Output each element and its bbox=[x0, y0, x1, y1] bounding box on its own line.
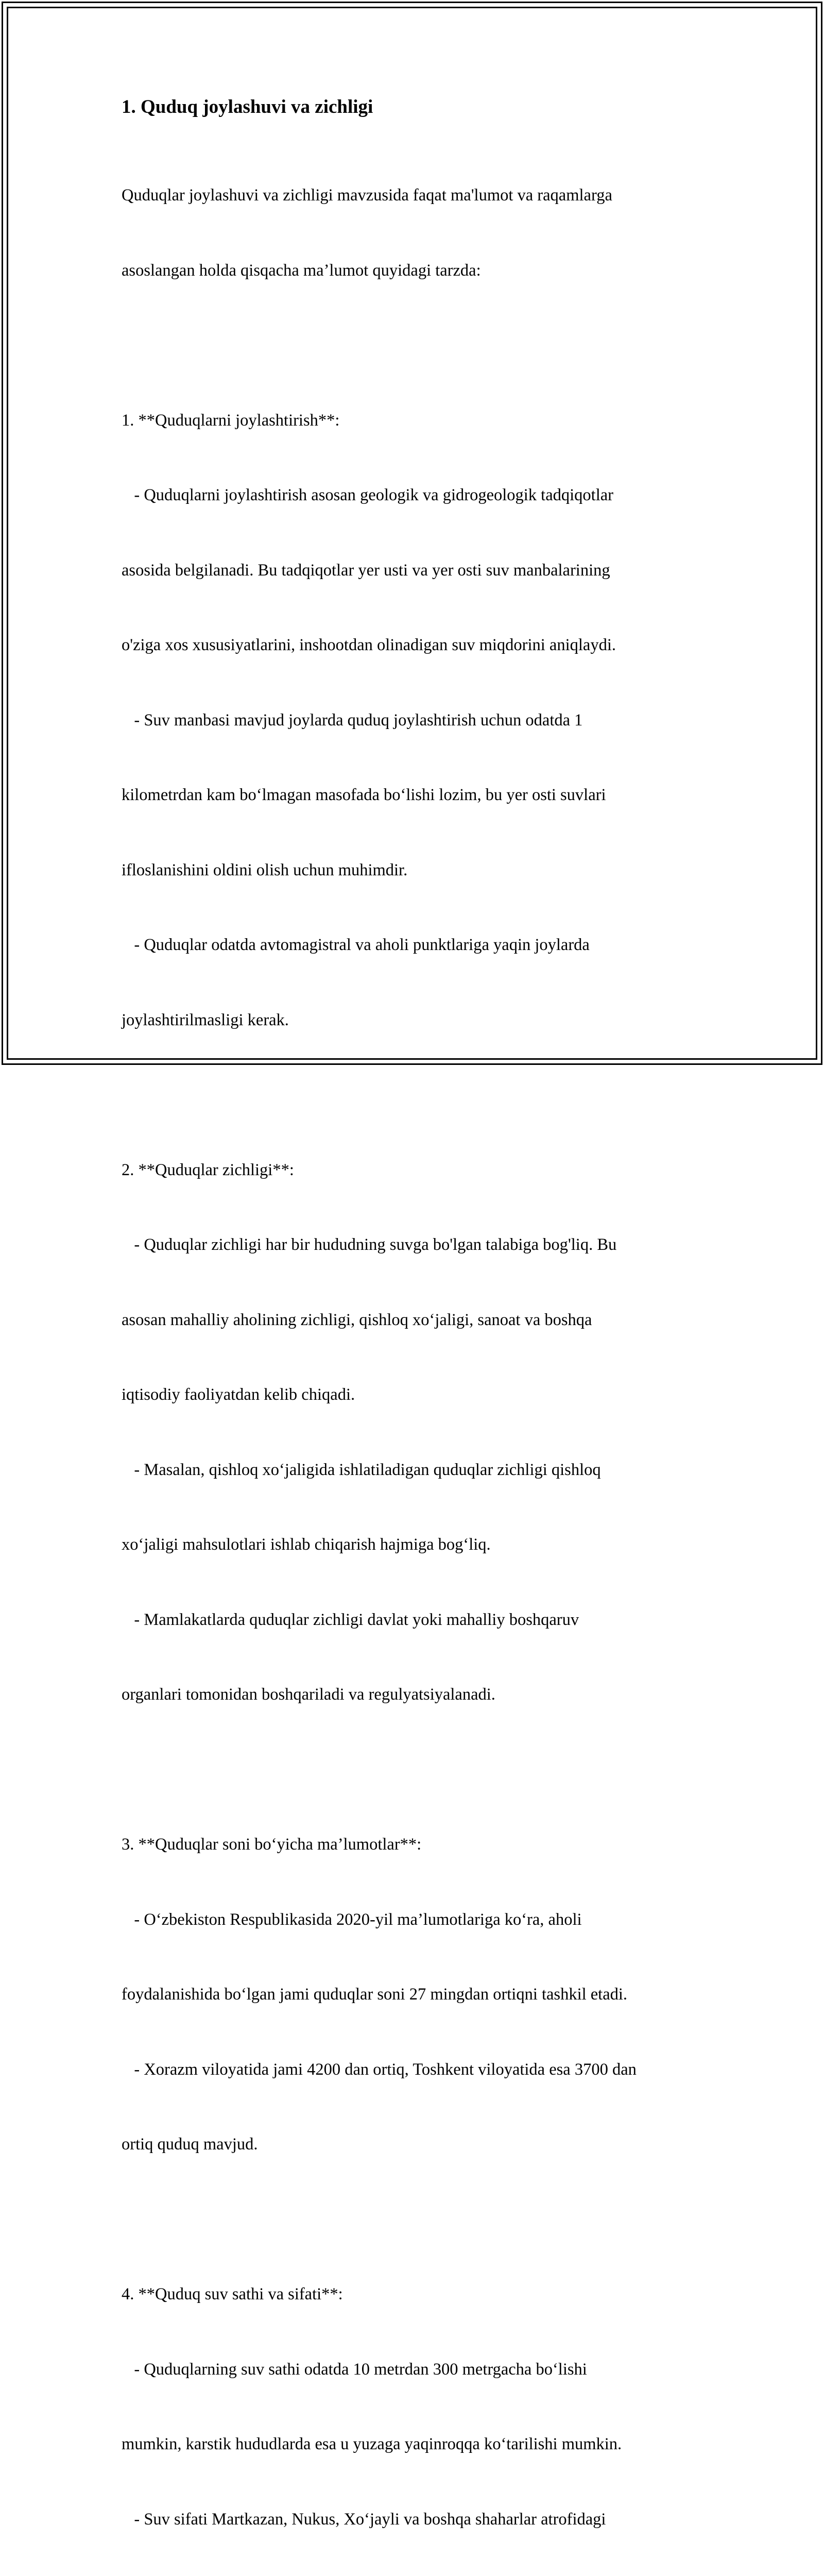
text-line: asoslangan holda qisqacha ma’lumot quyidagi tarzda: bbox=[122, 261, 481, 280]
text-line: - Xorazm viloyatida jami 4200 dan ortiq, Toshkent viloyatida esa 3700 dan bbox=[122, 2060, 637, 2079]
text-line bbox=[122, 2207, 724, 2232]
text-line: - O‘zbekiston Respublikasida 2020-yil ma’lumotlariga ko‘ra, aholi bbox=[122, 1910, 582, 1929]
text-line: asosida belgilanadi. Bu tadqiqotlar yer usti va yer osti suv manbalarining bbox=[122, 561, 610, 580]
text-line: - Quduqlar zichligi har bir hududning suvga bo'lgan talabiga bog'liq. Bu bbox=[122, 1235, 617, 1254]
text-line: 1. **Quduqlarni joylashtirish**: bbox=[122, 411, 340, 430]
text-line: - Quduqlarni joylashtirish asosan geologik va gidrogeologik tadqiqotlar bbox=[122, 486, 613, 504]
text-line: ortiq quduq mavjud. bbox=[122, 2135, 258, 2154]
text-line: iqtisodiy faoliyatdan kelib chiqadi. bbox=[122, 1385, 355, 1404]
text-line bbox=[122, 333, 724, 358]
text-line: ifloslanishini oldini olish uchun muhimdir. bbox=[122, 860, 408, 879]
text-line: organlari tomonidan boshqariladi va regulyatsiyalanadi. bbox=[122, 1685, 495, 1704]
text-line: mumkin, karstik hududlarda esa u yuzaga yaqinroqqa ko‘tarilishi mumkin. bbox=[122, 2435, 622, 2453]
text-line: - Suv manbasi mavjud joylarda quduq joylashtirish uchun odatda 1 bbox=[122, 710, 583, 730]
text-line bbox=[122, 1082, 724, 1108]
text-line: asosan mahalliy aholining zichligi, qishloq xo‘jaligi, sanoat va boshqa bbox=[122, 1310, 592, 1329]
text-line: Quduqlar joylashuvi va zichligi mavzusida faqat ma'lumot va raqamlarga bbox=[122, 186, 612, 205]
text-line bbox=[122, 1757, 724, 1783]
section-title: 1. Quduq joylashuvi va zichligi bbox=[122, 96, 373, 117]
text-line: xo‘jaligi mahsulotlari ishlab chiqarish hajmiga bog‘liq. bbox=[122, 1535, 491, 1554]
body-text bbox=[122, 133, 724, 2576]
text-line: - Suv sifati Martkazan, Nukus, Xo‘jayli va boshqa shaharlar atrofidagi bbox=[122, 2510, 606, 2529]
text-line: foydalanishida bo‘lgan jami quduqlar soni 27 mingdan ortiqni tashkil etadi. bbox=[122, 1985, 628, 2004]
text-line: joylashtirilmasligi kerak. bbox=[122, 1010, 289, 1029]
text-line: 3. **Quduqlar soni bo‘yicha ma’lumotlar**: bbox=[122, 1835, 422, 1854]
text-line: o'ziga xos xususiyatlarini, inshootdan olinadigan suv miqdorini aniqlaydi. bbox=[122, 636, 616, 654]
text-line: - Masalan, qishloq xo‘jaligida ishlatiladigan quduqlar zichligi qishloq bbox=[122, 1460, 601, 1479]
text-line: - Quduqlar odatda avtomagistral va aholi punktlariga yaqin joylarda bbox=[122, 936, 590, 954]
text-line: - Mamlakatlarda quduqlar zichligi davlat yoki mahalliy boshqaruv bbox=[122, 1610, 579, 1629]
text-line: 4. **Quduq suv sathi va sifati**: bbox=[122, 2285, 343, 2303]
document-body bbox=[122, 96, 724, 2576]
text-line: kilometrdan kam bo‘lmagan masofada bo‘lishi lozim, bu yer osti suvlari bbox=[122, 786, 606, 804]
text-line: 2. **Quduqlar zichligi**: bbox=[122, 1160, 294, 1179]
text-line: - Quduqlarning suv sathi odatda 10 metrdan 300 metrgacha bo‘lishi bbox=[122, 2360, 587, 2379]
